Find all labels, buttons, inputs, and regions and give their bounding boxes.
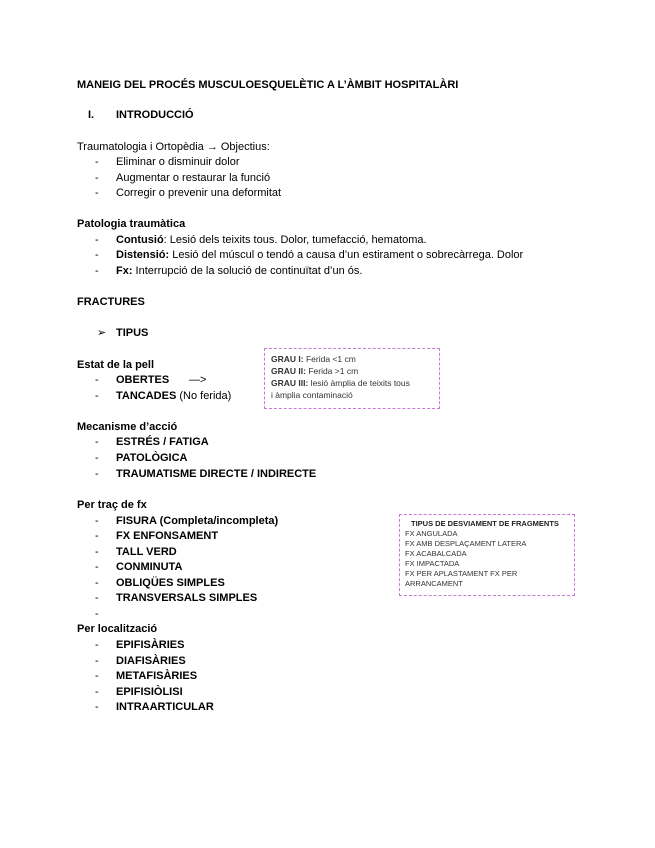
tipus-heading: TIPUS [116, 327, 149, 339]
bullet-dash: - [95, 670, 99, 682]
bullet-dash: - [95, 608, 99, 620]
grade-text: i àmplia contaminació [271, 390, 353, 400]
bullet-dash: - [95, 390, 99, 402]
list-item: Corregir o prevenir una deformitat [116, 187, 282, 199]
page-title: MANEIG DEL PROCÉS MUSCULOESQUELÈTIC A L’ÀMBIT HOSPITALÀRI [77, 79, 459, 91]
bullet-dash: - [95, 187, 99, 199]
grade-term: GRAU II: [271, 366, 306, 376]
deviation-line: FX ACABALCADA [405, 549, 467, 558]
bullet-dash: - [95, 530, 99, 542]
list-item: OBLIQÜES SIMPLES [116, 577, 225, 589]
bullet-dash: - [95, 561, 99, 573]
arrow-bullet-icon: ➢ [97, 327, 107, 339]
list-item: TRAUMATISME DIRECTE / INDIRECTE [116, 468, 317, 480]
list-item: DIAFISÀRIES [116, 655, 186, 667]
list-item [116, 389, 231, 403]
definition: Interrupció de la solució de continuïtat d’un ós. [132, 265, 363, 277]
skin-heading: Estat de la pell [77, 359, 155, 371]
list-item: Eliminar o disminuir dolor [116, 156, 240, 168]
note: (No ferida) [176, 390, 232, 402]
bullet-dash: - [95, 452, 99, 464]
bullet-dash: - [95, 701, 99, 713]
bullet-dash: - [95, 468, 99, 480]
grade-box [264, 348, 440, 409]
definition: Lesió del múscul o tendó a causa d’un estirament o sobrecàrrega. Dolor [169, 249, 524, 261]
bullet-dash: - [95, 172, 99, 184]
grade-text: lesió àmplia de teixits tous [308, 378, 410, 388]
list-item: INTRAARTICULAR [116, 701, 214, 713]
bullet-dash: - [95, 592, 99, 604]
bullet-dash: - [95, 436, 99, 448]
bullet-dash: - [95, 546, 99, 558]
arrow-icon: —> [189, 374, 207, 386]
mechanism-heading: Mecanisme d’acció [77, 421, 178, 433]
list-item: EPIFISIÒLISI [116, 686, 183, 698]
list-item [116, 264, 362, 278]
deviation-line: FX AMB DESPLAÇAMENT LATERA [405, 539, 527, 548]
list-item: TRANSVERSALS SIMPLES [116, 592, 258, 604]
list-item: EPIFISÀRIES [116, 639, 185, 651]
trace-heading: Per traç de fx [77, 499, 147, 511]
list-item: PATOLÒGICA [116, 452, 188, 464]
objectives-intro: Traumatologia i Ortopèdia → Objectius: [77, 141, 270, 153]
bullet-dash: - [95, 156, 99, 168]
list-item [116, 248, 523, 262]
list-item: FISURA (Completa/incompleta) [116, 515, 279, 527]
deviation-line: ARRANCAMENT [405, 579, 463, 588]
bullet-dash: - [95, 374, 99, 386]
bullet-dash: - [95, 234, 99, 246]
bullet-dash: - [95, 577, 99, 589]
fractures-heading: FRACTURES [77, 296, 145, 308]
list-item: CONMINUTA [116, 561, 183, 573]
list-item: TALL VERD [116, 546, 177, 558]
term: Fx: [116, 265, 133, 277]
list-item: METAFISÀRIES [116, 670, 198, 682]
trauma-heading: Patologia traumàtica [77, 218, 186, 230]
location-heading: Per localització [77, 623, 158, 635]
grade-term: GRAU I: [271, 354, 304, 364]
list-item: Augmentar o restaurar la funció [116, 172, 271, 184]
grade-text: Ferida >1 cm [305, 366, 359, 376]
bullet-dash: - [95, 639, 99, 651]
deviation-line: FX ANGULADA [405, 529, 458, 538]
list-item: FX ENFONSAMENT [116, 530, 219, 542]
list-item [116, 233, 427, 247]
deviation-line: FX PER APLASTAMENT FX PER [405, 569, 518, 578]
grade-line [271, 354, 356, 364]
list-item: OBERTES [116, 374, 170, 386]
deviation-line: FX IMPACTADA [405, 559, 460, 568]
bullet-dash: - [95, 265, 99, 277]
term: Distensió: [116, 249, 170, 261]
grade-text: Ferida <1 cm [303, 354, 356, 364]
definition: : Lesió dels teixits tous. Dolor, tumefacció, hematoma. [163, 234, 427, 246]
deviation-box [399, 514, 575, 596]
deviation-title: TIPUS DE DESVIAMENT DE FRAGMENTS [411, 519, 559, 528]
grade-line [271, 378, 410, 388]
bullet-dash: - [95, 686, 99, 698]
bullet-dash: - [95, 249, 99, 261]
section-heading: INTRODUCCIÓ [116, 109, 194, 121]
term: Contusió [116, 234, 164, 246]
grade-line [271, 366, 358, 376]
term: TANCADES [116, 390, 177, 402]
bullet-dash: - [95, 655, 99, 667]
bullet-dash: - [95, 515, 99, 527]
section-number: I. [88, 109, 95, 121]
list-item: ESTRÉS / FATIGA [116, 436, 209, 448]
grade-term: GRAU III: [271, 378, 309, 388]
grade-line [271, 390, 353, 400]
